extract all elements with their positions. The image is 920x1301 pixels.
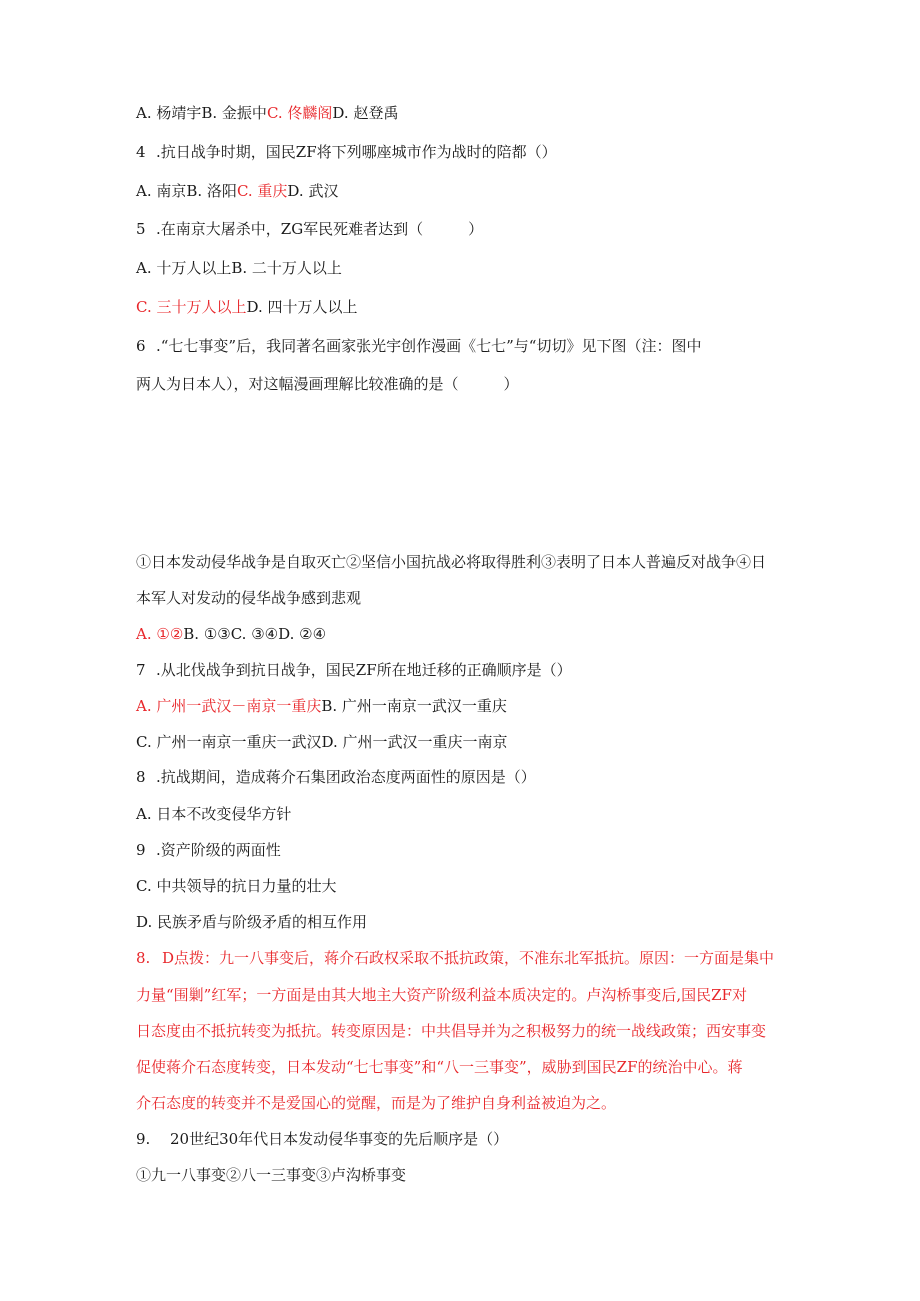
option-text: D. 民族矛盾与阶级矛盾的相互作用 [136,913,368,931]
answer-option: A. 广州一武汉－南京一重庆 [136,697,322,715]
option-text: B. 广州一南京一武汉一重庆 [321,697,507,715]
option-text: A. 南京B. 洛阳 [136,182,237,200]
question-text: .抗日战争时期，国民ZF将下列哪座城市作为战时的陪都（） [156,143,557,161]
question-text: .在南京大屠杀中，ZG军民死难者达到（ ） [156,220,484,238]
statement-text: 本军人对发动的侵华战争感到悲观 [136,589,362,607]
question-4 [136,142,557,162]
q8-option-c [136,876,336,896]
question-text: 两人为日本人），对这幅漫画理解比较准确的是（ ） [136,375,519,393]
question-number: 6 [136,337,146,355]
option-text: D. 赵登禹 [332,104,399,122]
question-text: .从北伐战争到抗日战争，国民ZF所在地迁移的正确顺序是（） [156,661,572,679]
question-number: 4 [136,143,146,161]
question-7 [136,660,572,680]
q3-options [136,103,398,123]
option-text: C. 广州一南京一重庆一武汉D. 广州一武汉一重庆一南京 [136,733,508,751]
q8-option-a [136,804,291,824]
q7-options-line2 [136,732,508,752]
question-number: 5 [136,220,146,238]
explanation-text: 介石态度的转变并不是爱国心的觉醒，而是为了维护自身利益被迫为之。 [136,1094,617,1112]
option-text: .资产阶级的两面性 [156,841,281,859]
answer-explanation-line2 [136,985,747,1005]
question-text: 20世纪30年代日本发动侵华事变的先后顺序是（） [170,1130,509,1148]
question-9 [136,1129,508,1149]
option-text: D. 四十万人以上 [246,298,358,316]
q6-statements-line2 [136,588,361,608]
q8-option-b [136,840,281,860]
question-number: 9 [136,841,146,859]
explanation-text: 日态度由不抵抗转变为抵抗。转变原因是：中共倡导并为之积极努力的统一战线政策；西安事变 [136,1022,767,1040]
option-text: B. ①③C. ③④D. ②④ [183,625,327,643]
q5-options-line2 [136,297,358,317]
statement-text: ①日本发动侵华战争是自取灭亡②坚信小国抗战必将取得胜利③表明了日本人普遍反对战争④日 [136,553,767,571]
answer-option: C. 佟麟阁 [266,104,333,122]
question-number: 8 [136,768,146,786]
answer-explanation-line3 [136,1021,766,1041]
answer-option: A. ①② [136,625,184,643]
statement-text: ①九一八事变②八一三事变③卢沟桥事变 [136,1166,407,1184]
question-number: 8. [136,949,151,967]
question-text: .抗战期间，造成蒋介石集团政治态度两面性的原因是（） [156,768,536,786]
answer-option: C. 三十万人以上 [136,298,247,316]
option-text: A. 杨靖宇B. 金振中 [136,104,267,122]
q6-statements-line1 [136,552,766,572]
explanation-text: D点拨：九一八事变后，蒋介石政权采取不抵抗政策，不准东北军抵抗。原因：一方面是集中 [162,949,775,967]
option-text: D. 武汉 [287,182,339,200]
answer-option: C. 重庆 [236,182,288,200]
explanation-text: 促使蒋介石态度转变，日本发动“七七事变”和“八一三事变”，威胁到国民ZF的统治中心。蒋 [136,1058,743,1076]
question-text: .“七七事变”后，我同著名画家张光宇创作漫画《七七”与“切切》见下图（注：图中 [156,337,702,355]
q6-options [136,624,326,644]
q7-options-line1 [136,696,507,716]
q8-option-d [136,912,367,932]
question-6-continued [136,374,519,394]
answer-explanation-line5 [136,1093,616,1113]
option-text: A. 十万人以上B. 二十万人以上 [136,259,342,277]
option-text: C. 中共领导的抗日力量的壮大 [136,877,337,895]
answer-explanation-line1 [136,948,774,968]
q5-options-line1 [136,258,342,278]
question-8 [136,767,536,787]
option-text: A. 日本不改变侵华方针 [136,805,292,823]
q4-options [136,181,338,201]
question-6 [136,336,701,356]
question-number: 9. [136,1130,151,1148]
question-5 [136,219,483,239]
question-number: 7 [136,661,146,679]
q9-statements [136,1165,406,1185]
explanation-text: 力量“围剿”红军；一方面是由其大地主大资产阶级利益本质决定的。卢沟桥事变后,国民ZF对 [136,986,747,1004]
answer-explanation-line4 [136,1057,743,1077]
